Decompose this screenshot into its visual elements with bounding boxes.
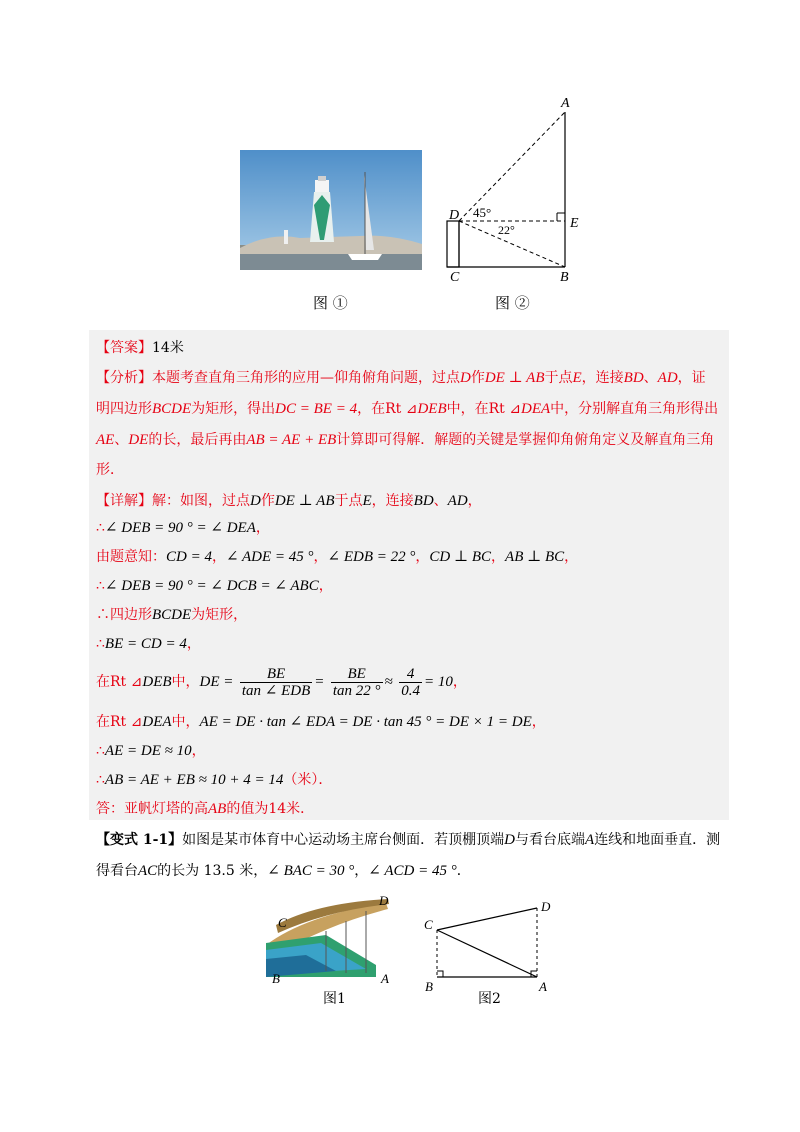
label-E: E: [570, 216, 579, 231]
detail-line-1: 【详解】解：如图，过点D作DE ⊥ AB于点E，连接BD、AD，: [96, 493, 482, 509]
variant-line-1: 【变式 1-1】如图是某市体育中心运动场主席台侧面．若顶棚顶端D与看台底端A连线和地面垂直．测: [96, 832, 721, 848]
fraction-3: $\frac{4}{0.4}$: [401, 665, 420, 699]
photo-label-C: C: [278, 915, 287, 930]
label-D: D: [449, 208, 460, 223]
photo-label-A: A: [381, 971, 389, 985]
detail-line-4: ∴∠ DEB = 90 ° = ∠ DCB = ∠ ABC，: [96, 578, 333, 594]
detail-line-10: ∴AB = AE + EB ≈ 10 + 4 = 14（米）．: [96, 772, 333, 788]
fig4-label-D: D: [541, 899, 551, 914]
geometry-figure-2: [440, 95, 600, 295]
detail-line-6: ∴BE = CD = 4，: [96, 636, 201, 652]
fraction-2: $\frac{BE}{\tan 22 ^\circ}$: [332, 665, 381, 699]
photo-label-B: B: [272, 971, 280, 985]
detail-line-11: 答：亚帆灯塔的高AB的值为14米．: [96, 801, 315, 817]
detail-line-7: 在Rt ⊿DEB中，DE = $\frac{BE}{\text{tan ∠ EDB}}$ = $\frac{BE}{\tan 22 ^\circ}$ ≈ $\frac{4}{0.4}$ = 10，: [96, 665, 467, 699]
angle-22: 22°: [498, 223, 515, 237]
analysis-line-3: AE、DE的长，最后再由AB = AE + EB计算即可得解．解题的关键是掌握仰角俯角定义及解直角三角: [96, 432, 715, 448]
detail-line-3: 由题意知：CD = 4，∠ ADE = 45 °，∠ EDB = 22 °，CD ⊥ BC，AB ⊥ BC，: [96, 549, 579, 565]
fraction-1: $\frac{BE}{\text{tan ∠ EDB}}$: [241, 665, 311, 699]
detail-line-2: ∴∠ DEB = 90 ° = ∠ DEA，: [96, 520, 270, 536]
answer-line: 【答案】14米: [96, 340, 184, 356]
lighthouse-photo: [240, 150, 422, 270]
detail-line-5: ∴四边形BCDE为矩形，: [96, 607, 248, 623]
analysis-line-2: 明四边形BCDE为矩形，得出DC = BE = 4，在Rt ⊿DEB中，在Rt ⊿DEA中，分别解直角三角形得出: [96, 401, 719, 417]
analysis-line-1: 【分析】本题考查直角三角形的应用—仰角俯角问题，过点D作DE ⊥ AB于点E，连接BD、AD，证: [96, 370, 706, 386]
fig4-label-B: B: [425, 979, 433, 994]
detail-line-8: 在Rt ⊿DEA中，AE = DE · tan ∠ EDA = DE · tan 45 ° = DE × 1 = DE，: [96, 714, 546, 730]
label-A: A: [561, 96, 570, 111]
detail-line-9: ∴AE = DE ≈ 10，: [96, 743, 206, 759]
label-C: C: [450, 270, 460, 285]
stadium-photo: [266, 895, 391, 985]
label-B: B: [560, 270, 569, 285]
fig2-caption: 图 ②: [495, 294, 530, 312]
analysis-line-4: 形．: [96, 462, 124, 478]
fig4-label-A: A: [539, 979, 547, 994]
fig4-caption: 图2: [478, 991, 501, 1007]
angle-45: 45°: [473, 205, 492, 220]
photo-label-D: D: [379, 895, 389, 908]
fig3-caption: 图1: [323, 991, 346, 1007]
fig4-label-C: C: [424, 917, 433, 932]
fig1-caption: 图 ①: [313, 294, 348, 312]
variant-line-2: 得看台AC的长为 13.5 米，∠ BAC = 30 °，∠ ACD = 45 °．: [96, 863, 471, 879]
